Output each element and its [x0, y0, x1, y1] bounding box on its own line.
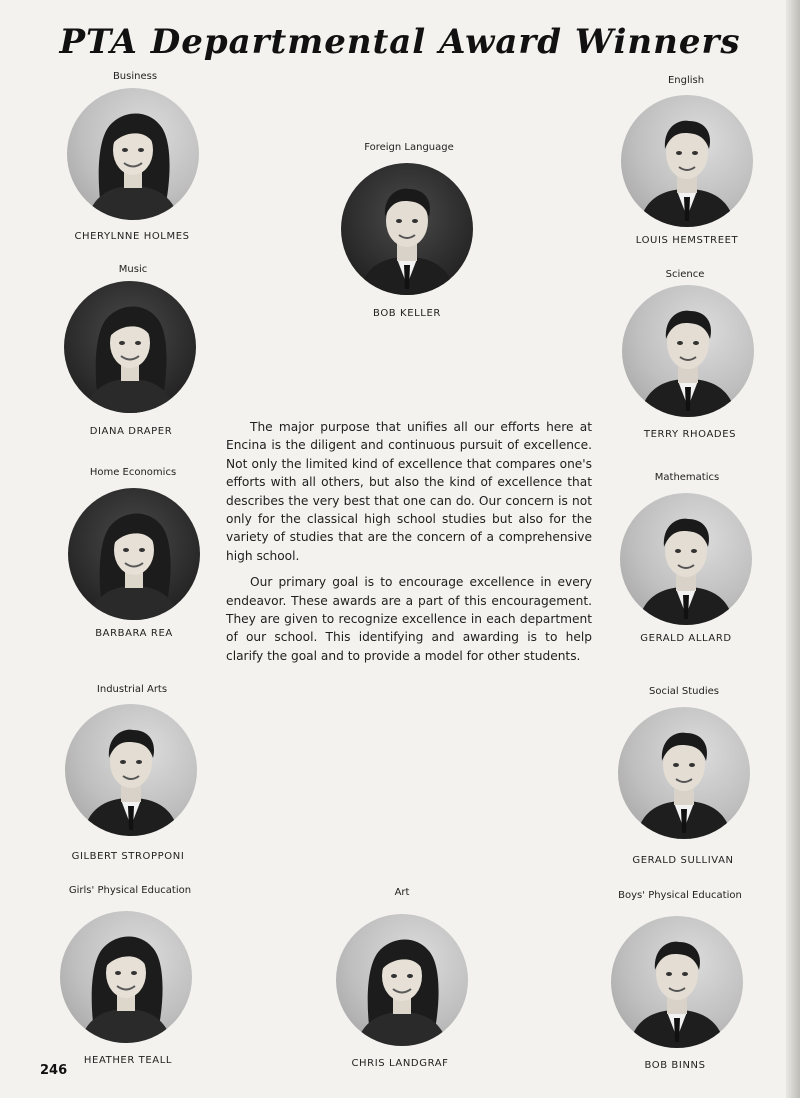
winner-name-landgraf: CHRIS LANDGRAF	[351, 1058, 449, 1069]
male-portrait-icon	[611, 916, 743, 1048]
winner-name-sullivan: GERALD SULLIVAN	[632, 855, 734, 866]
winner-name-allard: GERALD ALLARD	[640, 633, 732, 644]
department-label-science: Science	[665, 269, 705, 280]
female-portrait-icon	[64, 281, 196, 413]
winner-name-holmes: CHERYLNNE HOLMES	[74, 231, 190, 242]
portrait-photo-binns	[611, 916, 743, 1048]
department-label-girls-pe: Girls' Physical Education	[68, 885, 192, 896]
department-label-business: Business	[112, 71, 158, 82]
page-edge-shadow	[786, 0, 800, 1098]
page-title: PTA Departmental Award Winners	[59, 22, 741, 62]
portrait-photo-keller	[341, 163, 473, 295]
male-portrait-icon	[622, 285, 754, 417]
department-label-english: English	[667, 75, 705, 86]
body-text	[226, 418, 592, 673]
winner-name-teall: HEATHER TEALL	[83, 1055, 173, 1066]
department-label-industrial-arts: Industrial Arts	[96, 684, 168, 695]
male-portrait-icon	[621, 95, 753, 227]
department-label-mathematics: Mathematics	[654, 472, 720, 483]
page-number: 246	[40, 1063, 68, 1078]
winner-name-keller: BOB KELLER	[373, 308, 441, 319]
portrait-photo-draper	[64, 281, 196, 413]
department-label-social-studies: Social Studies	[649, 686, 719, 697]
winner-name-draper: DIANA DRAPER	[89, 426, 173, 437]
department-label-foreign-language: Foreign Language	[364, 142, 454, 153]
portrait-photo-landgraf	[336, 914, 468, 1046]
female-portrait-icon	[336, 914, 468, 1046]
male-portrait-icon	[618, 707, 750, 839]
female-portrait-icon	[68, 488, 200, 620]
portrait-photo-stropponi	[65, 704, 197, 836]
portrait-photo-allard	[620, 493, 752, 625]
winner-name-rea: BARBARA REA	[95, 628, 173, 639]
winner-name-hemstreet: LOUIS HEMSTREET	[635, 235, 739, 246]
portrait-photo-rea	[68, 488, 200, 620]
portrait-photo-hemstreet	[621, 95, 753, 227]
male-portrait-icon	[341, 163, 473, 295]
department-label-music: Music	[118, 264, 148, 275]
portrait-photo-holmes	[67, 88, 199, 220]
winner-name-stropponi: GILBERT STROPPONI	[71, 851, 185, 862]
winner-name-rhoades: TERRY RHOADES	[643, 429, 737, 440]
department-label-art: Art	[394, 887, 410, 898]
department-label-home-economics: Home Economics	[89, 467, 177, 478]
male-portrait-icon	[65, 704, 197, 836]
female-portrait-icon	[60, 911, 192, 1043]
portrait-photo-sullivan	[618, 707, 750, 839]
paragraph-purpose: The major purpose that unifies all our efforts here at Encina is the diligent and continuous pursuit of excellence. Not only the limited kind of excellence that compares one's efforts with all others, but also the kind of excellence that describes the very best that one can do. Our concern is not only for the classical high school studies but also for the variety of studies that are the concern of a comprehensive high school.	[226, 420, 592, 563]
portrait-photo-rhoades	[622, 285, 754, 417]
male-portrait-icon	[620, 493, 752, 625]
portrait-photo-teall	[60, 911, 192, 1043]
winner-name-binns: BOB BINNS	[644, 1060, 706, 1071]
female-portrait-icon	[67, 88, 199, 220]
paragraph-goal: Our primary goal is to encourage excellence in every endeavor. These awards are a part of this encouragement. They are given to recognize excellence in each department of our school. This identifying and awarding is to help clarify the goal and to provide a model for other students.	[226, 575, 592, 663]
department-label-boys-pe: Boys' Physical Education	[618, 890, 742, 901]
